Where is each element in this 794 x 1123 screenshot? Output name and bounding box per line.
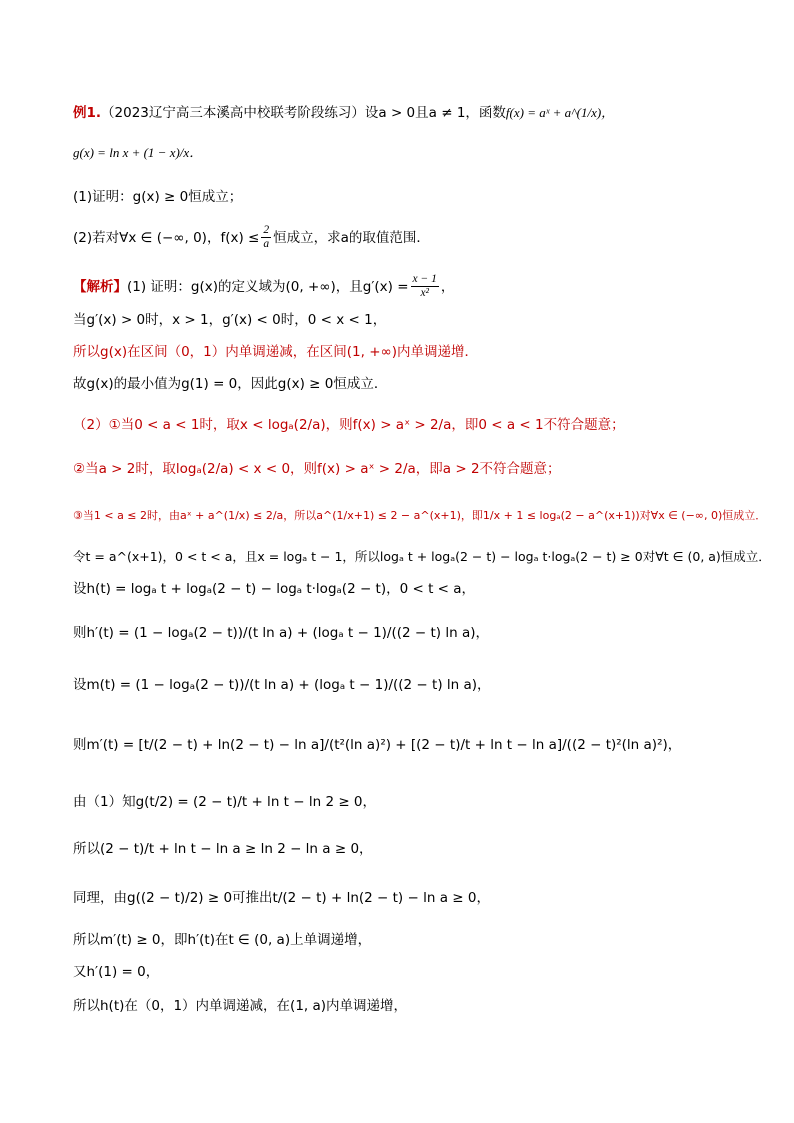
solution-line-7: ③当1 < a ≤ 2时，由aˣ + a^(1/x) ≤ 2/a，所以a^(1/x+1) ≤ 2 − a^(x+1)，即1/x + 1 ≤ logₐ(2 − a^(x+1))对∀x ∈ (−∞, 0)恒成立． — [73, 509, 767, 522]
solution-line-10: 则h′(t) = (1 − logₐ(2 − t))/(t ln a) + (logₐ t − 1)/((2 − t) ln a)， — [73, 625, 489, 641]
solution-line-8: 令t = a^(x+1)，0 < t < a，且x = logₐ t − 1，所以logₐ t + logₐ(2 − t) − logₐ t·logₐ(2 − t) ≥ 0对∀t ∈ (0, a)恒成立． — [73, 549, 771, 564]
solution-line-1: 【解析】 (1) 证明：g(x)的定义域为(0, +∞)，且g′(x) = $\frac{x - 1}{\text{x²}}$ ， — [73, 273, 455, 299]
solution-line-9: 设h(t) = logₐ t + logₐ(2 − t) − logₐ t·logₐ(2 − t)，0 < t < a， — [73, 581, 476, 597]
g-definition: g(x) = ln x + (1 − x)/x． — [73, 145, 203, 160]
solution-line-16: 所以m′(t) ≥ 0，即h′(t)在t ∈ (0, a)上单调递增， — [73, 932, 372, 948]
solution-line-15: 同理，由g((2 − t)/2) ≥ 0可推出t/(2 − t) + ln(2 − t) − ln a ≥ 0， — [73, 890, 490, 906]
solution-line-17: 又h′(1) = 0， — [73, 964, 160, 980]
solution-line-13: 由（1）知g(t/2) = (2 − t)/t + ln t − ln 2 ≥ 0， — [73, 794, 377, 810]
solution-line-5: （2）①当0 < a < 1时，取x < logₐ(2/a)，则f(x) > aˣ > 2/a，即0 < a < 1不符合题意； — [73, 417, 625, 433]
question-2-part-a: (2)若对∀x ∈ (−∞, 0)，f(x) ≤ — [73, 229, 260, 246]
solution-line-2: 当g′(x) > 0时，x > 1，g′(x) < 0时，0 < x < 1， — [73, 312, 387, 328]
question-2-part-b: 恒成立，求a的取值范围． — [273, 229, 430, 246]
example-source: （2023辽宁高三本溪高中校联考阶段练习） — [101, 105, 365, 121]
example-condition: 设a > 0且a ≠ 1，函数 — [364, 105, 506, 121]
solution-line-3: 所以g(x)在区间（0，1）内单调递减，在区间(1, +∞)内单调递增． — [73, 344, 479, 360]
example-label: 例1. — [73, 105, 102, 121]
question-1: (1)证明：g(x) ≥ 0恒成立； — [73, 189, 243, 205]
derivative-fraction: $\frac{x - 1}{\text{x²}}$ — [412, 273, 437, 299]
example-header — [73, 104, 614, 122]
question-2-fraction: $\frac{2}{a}$ — [263, 224, 270, 250]
question-2 — [73, 224, 430, 251]
solution-line-12: 则m′(t) = [t/(2 − t) + ln(2 − t) − ln a]/(t²(ln a)²) + [(2 − t)/t + ln t − ln a]/((2 − t)²(ln a)²)， — [73, 737, 682, 753]
solution-line-14: 所以(2 − t)/t + ln t − ln a ≥ ln 2 − ln a ≥ 0， — [73, 841, 373, 857]
solution-tag: 【解析】 — [73, 278, 127, 295]
f-definition: f(x) = aˣ + a^(1/x)， — [505, 105, 615, 120]
solution-line-11: 设m(t) = (1 − logₐ(2 − t))/(t ln a) + (logₐ t − 1)/((2 − t) ln a)， — [73, 677, 491, 693]
solution-line-18: 所以h(t)在（0，1）内单调递减，在(1, a)内单调递增， — [73, 998, 408, 1014]
solution-line-6: ②当a > 2时，取logₐ(2/a) < x < 0，则f(x) > aˣ > 2/a，即a > 2不符合题意； — [73, 461, 561, 477]
solution-line-4: 故g(x)的最小值为g(1) = 0，因此g(x) ≥ 0恒成立． — [73, 376, 388, 392]
